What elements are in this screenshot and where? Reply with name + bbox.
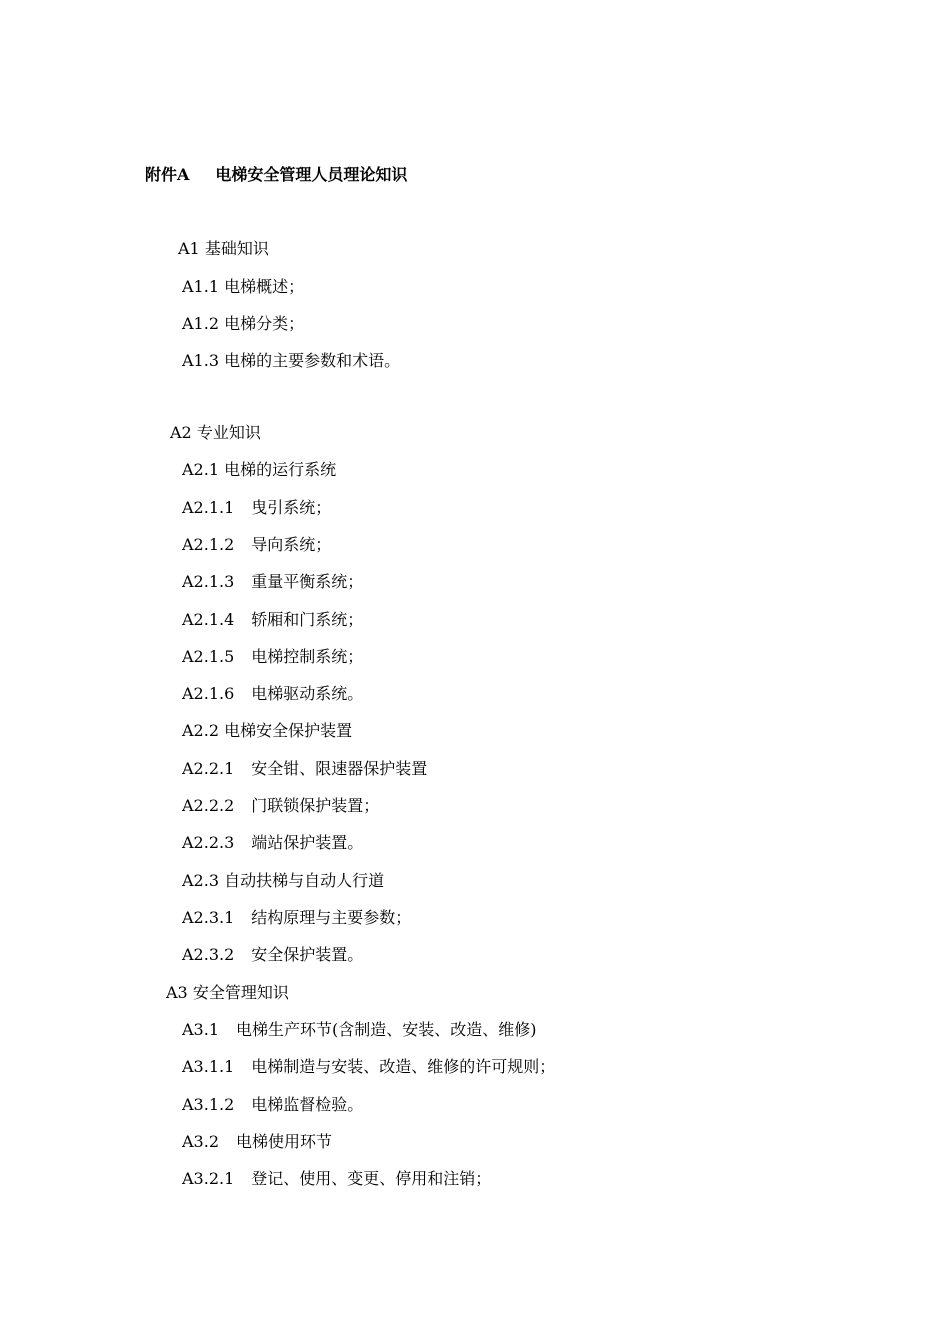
item-text: 门联锁保护装置； xyxy=(251,796,380,815)
item-code: A1.1 xyxy=(182,277,219,296)
list-item xyxy=(182,1131,332,1153)
item-text: 安全管理知识 xyxy=(192,983,289,1002)
item-text: 电梯驱动系统。 xyxy=(251,684,364,703)
item-code: A2.3.1 xyxy=(182,908,235,927)
item-text: 电梯监督检验。 xyxy=(251,1095,364,1114)
item-text: 电梯的主要参数和术语。 xyxy=(224,351,401,370)
section-heading-a1 xyxy=(178,238,269,260)
item-code: A2.2 xyxy=(182,721,219,740)
item-text: 电梯控制系统； xyxy=(251,647,364,666)
item-text: 电梯的运行系统 xyxy=(224,460,337,479)
item-code: A2 xyxy=(170,423,192,442)
section-heading-a3 xyxy=(166,982,289,1004)
list-item xyxy=(182,350,400,372)
item-text: 专业知识 xyxy=(196,423,261,442)
appendix-prefix: 附件A xyxy=(145,165,190,184)
item-text: 结构原理与主要参数； xyxy=(251,908,412,927)
item-text: 曳引系统； xyxy=(251,498,332,517)
item-code: A2.1 xyxy=(182,460,219,479)
list-item xyxy=(182,1019,537,1041)
item-text: 电梯安全保护装置 xyxy=(224,721,353,740)
item-text: 电梯分类； xyxy=(224,314,305,333)
list-item xyxy=(182,1094,363,1116)
item-code: A1 xyxy=(178,239,200,258)
item-text: 登记、使用、变更、停用和注销； xyxy=(251,1169,492,1188)
list-item xyxy=(182,609,363,631)
item-code: A3.2.1 xyxy=(182,1169,235,1188)
item-code: A2.1.5 xyxy=(182,647,235,666)
item-text: 安全钳、限速器保护装置 xyxy=(251,759,428,778)
item-code: A2.3.2 xyxy=(182,945,235,964)
item-text: 电梯使用环节 xyxy=(236,1132,333,1151)
list-item xyxy=(182,459,336,481)
item-text: 安全保护装置。 xyxy=(251,945,364,964)
item-code: A2.1.3 xyxy=(182,572,235,591)
list-item xyxy=(182,1168,491,1190)
item-text: 电梯概述； xyxy=(224,277,305,296)
list-item xyxy=(182,832,363,854)
list-item xyxy=(182,313,304,335)
item-code: A2.2.1 xyxy=(182,759,235,778)
list-item xyxy=(182,795,379,817)
list-item xyxy=(182,720,352,742)
item-code: A2.1.2 xyxy=(182,535,235,554)
item-code: A3.1.1 xyxy=(182,1057,235,1076)
section-heading-a2 xyxy=(170,422,261,444)
item-text: 轿厢和门系统； xyxy=(251,610,364,629)
item-code: A3 xyxy=(166,983,188,1002)
list-item xyxy=(182,758,427,780)
list-item xyxy=(182,534,331,556)
item-code: A2.1.4 xyxy=(182,610,235,629)
list-item xyxy=(182,276,304,298)
item-code: A1.2 xyxy=(182,314,219,333)
item-code: A1.3 xyxy=(182,351,219,370)
item-text: 电梯生产环节(含制造、安装、改造、维修) xyxy=(236,1020,537,1039)
item-text: 重量平衡系统； xyxy=(251,572,364,591)
item-code: A3.2 xyxy=(182,1132,219,1151)
list-item xyxy=(182,571,363,593)
item-text: 电梯制造与安装、改造、维修的许可规则； xyxy=(251,1057,556,1076)
list-item xyxy=(182,683,363,705)
item-code: A2.3 xyxy=(182,871,219,890)
item-code: A2.1.1 xyxy=(182,498,235,517)
appendix-title xyxy=(145,164,407,186)
item-text: 自动扶梯与自动人行道 xyxy=(224,871,385,890)
list-item xyxy=(182,907,411,929)
list-item xyxy=(182,497,331,519)
item-code: A2.1.6 xyxy=(182,684,235,703)
list-item xyxy=(182,870,384,892)
list-item xyxy=(182,646,363,668)
list-item xyxy=(182,944,363,966)
list-item xyxy=(182,1056,555,1078)
item-text: 端站保护装置。 xyxy=(251,833,364,852)
item-text: 基础知识 xyxy=(204,239,269,258)
item-code: A3.1 xyxy=(182,1020,219,1039)
item-code: A3.1.2 xyxy=(182,1095,235,1114)
item-text: 导向系统； xyxy=(251,535,332,554)
item-code: A2.2.3 xyxy=(182,833,235,852)
item-code: A2.2.2 xyxy=(182,796,235,815)
appendix-title-text: 电梯安全管理人员理论知识 xyxy=(215,165,408,184)
